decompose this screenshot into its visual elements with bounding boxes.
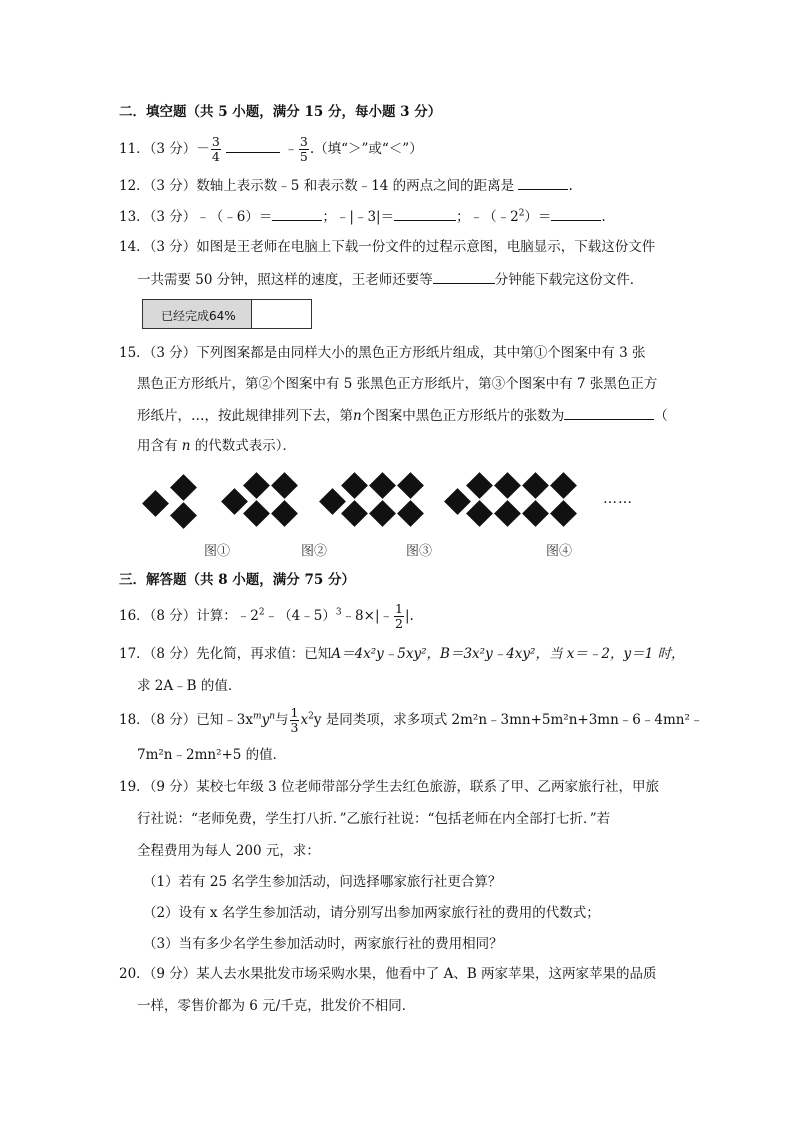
pattern-figure-4 (444, 472, 577, 527)
question-14-line1: 14．（3 分）如图是王老师在电脑上下载一份文件的过程示意图，电脑显示，下载这份文件 (119, 239, 656, 255)
question-18-line1: 18．（8 分）已知$﹣3x^my^n$与 $\frac{1}{3}$ $x^2y$ 是同类项，求多项式 2m²n﹣3mn+5m²n+3mn﹣6﹣4mn²﹣ (119, 705, 704, 735)
question-18-line2: 7m²n﹣2mn²+5 的值． (137, 747, 287, 763)
question-15-line4: 用含有 n 的代数式表示）． (137, 438, 297, 454)
question-19-sub1: （1）若有 25 名学生参加活动，问选择哪家旅行社更合算？ (143, 874, 502, 890)
question-16: 16．（8 分）计算：$﹣2^2﹣(4﹣5)^3﹣8\times|﹣$ $\frac{1}{2}$ |. (119, 601, 414, 631)
question-19-line2: 行社说：“老师免费，学生打八折．”乙旅行社说：“包括老师在内全部打七折．”若 (137, 811, 611, 827)
square-pattern-figures (140, 466, 660, 536)
question-19-sub3: （3）当有多少名学生参加活动时，两家旅行社的费用相同？ (143, 936, 503, 952)
question-20-line2: 一样，零售价都为 6 元/千克，批发价不相同． (137, 998, 416, 1014)
caption-figure-4: 图④ (546, 544, 573, 559)
question-15-line2: 黑色正方形纸片，第②个图案中有 5 张黑色正方形纸片，第③个图案中有 7 张黑色正方 (137, 376, 658, 392)
pattern-figure-1 (142, 474, 197, 529)
fraction-1-3: $\frac{1}{3}$ (290, 705, 299, 735)
question-15-line3: 形纸片，…，按此规律排列下去，第n个图案中黑色正方形纸片的张数为 （ (137, 405, 668, 426)
question-11: 11．（3 分）－ $\frac{3}{4}$ ﹣ $\frac{3}{5}$ .（填“＞”或“＜”） (119, 134, 423, 164)
answer-blank-15[interactable] (564, 405, 654, 420)
question-19-sub2: （2）设有 x 名学生参加活动，请分别写出参加两家旅行社的费用的代数式； (143, 905, 600, 921)
question-14-line2: 一共需要 50 分钟，照这样的速度，王老师还要等 分钟能下载完这份文件． (137, 269, 643, 290)
section-3-title: 三．解答题（共 8 小题，满分 75 分） (119, 572, 355, 588)
fraction-3-4: $\frac{3}{4}$ (211, 134, 220, 164)
question-19-line1: 19．（9 分）某校七年级 3 位老师带部分学生去红色旅游，联系了甲、乙两家旅行社，甲旅 (119, 779, 659, 795)
answer-blank-11[interactable] (226, 138, 280, 153)
section-2-title: 二．填空题（共 5 小题，满分 15 分，每小题 3 分） (119, 104, 442, 120)
question-20-line1: 20．（9 分）某人去水果批发市场采购水果，他看中了 A、B 两家苹果，这两家苹果的品质 (119, 966, 657, 982)
pattern-figure-2 (221, 472, 298, 527)
fraction-3-5: $\frac{3}{5}$ (299, 134, 308, 164)
question-15-line1: 15．（3 分）下列图案都是由同样大小的黑色正方形纸片组成，其中第①个图案中有 3 张 (119, 345, 646, 361)
question-12: 12．（3 分）数轴上表示数﹣5 和表示数﹣14 的两点之间的距离是 . (119, 175, 573, 196)
download-progress-bar (142, 299, 312, 329)
answer-blank-13a[interactable] (272, 206, 322, 221)
caption-figure-2: 图② (301, 544, 328, 559)
answer-blank-12[interactable] (518, 175, 568, 190)
question-13: 13．（3 分）﹣（﹣6）＝ ；﹣|﹣3|＝ ；$﹣(﹣2^2)=$ . (119, 206, 606, 227)
question-17-line2: 求 2A﹣B 的值． (137, 678, 242, 694)
continuation-dots: …… (603, 491, 633, 507)
fraction-1-2: $\frac{1}{2}$ (395, 601, 403, 631)
caption-figure-1: 图① (204, 544, 231, 559)
progress-label: 已经完成64% (161, 309, 236, 323)
answer-blank-13b[interactable] (394, 206, 456, 221)
answer-blank-13c[interactable] (551, 206, 601, 221)
pattern-figure-3 (319, 472, 424, 527)
caption-figure-3: 图③ (406, 544, 433, 559)
question-17-line1: 17．（8 分）先化简，再求值：已知A＝4x²y﹣5xy²，B＝3x²y﹣4xy²，当 x＝﹣2，y＝1 时， (119, 646, 685, 662)
question-19-line3: 全程费用为每人 200 元，求： (137, 843, 320, 859)
answer-blank-14[interactable] (433, 269, 495, 284)
